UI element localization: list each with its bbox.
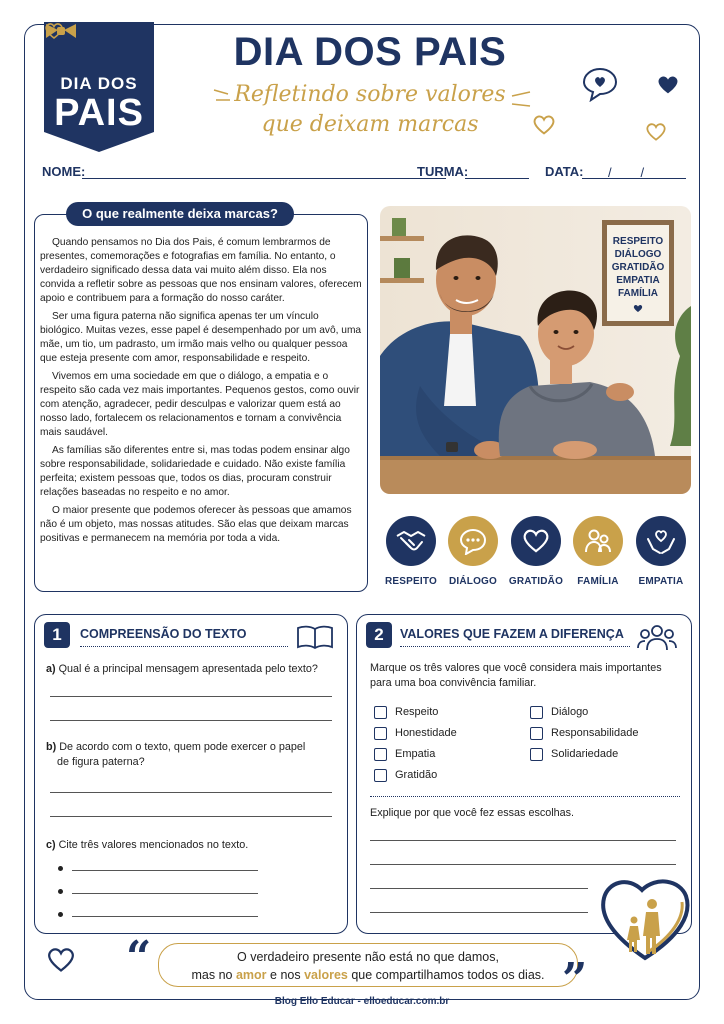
title-underline [400,646,630,647]
value-familia [567,516,629,587]
answer-line[interactable] [50,720,332,721]
section-title: COMPREENSÃO DO TEXTO [80,627,247,641]
sparkle-lines-icon [212,86,240,108]
checkbox-gratidao[interactable]: Gratidão [374,768,437,784]
hands-heart-icon [645,527,677,555]
checkbox[interactable] [374,727,387,740]
section-number: 1 [44,622,70,648]
section-number: 2 [366,622,392,648]
checkbox[interactable] [374,706,387,719]
answer-line[interactable] [72,870,258,871]
badge-line1: DIA DOS [60,74,138,93]
open-book-icon [296,624,334,650]
heart-filled-icon [656,74,680,96]
value-label: EMPATIA [638,576,684,587]
checkbox[interactable] [530,727,543,740]
checkbox-responsabilidade[interactable]: Responsabilidade [530,726,638,742]
date-separators: / / [608,165,645,180]
page-title: DIA DOS PAIS [233,30,507,74]
answer-line[interactable] [72,893,258,894]
bullet [58,866,63,871]
checkbox-solidariedade[interactable]: Solidariedade [530,747,618,763]
student-info-fields [42,164,692,184]
value-label: DIÁLOGO [448,576,498,587]
checkbox[interactable] [374,748,387,761]
speech-heart-icon [581,66,619,102]
quote-line2: mas no amor e nos valores que compartilhamos todos os dias. [191,968,545,982]
footer-credit: Blog Ello Educar - elloeducar.com.br [274,996,450,1007]
value-label: RESPEITO [385,576,437,587]
badge-line2: PAIS [54,92,144,134]
paragraph: Vivemos em uma sociedade em que o diálogo, a empatia e o respeito são cada vez mais importantes. Pequenos gestos, como ouvir com atenção, agradecer, pedir desculpas e valorizar quem está ao nosso lado, fortalecem os relacionamentos e tornam a convivência mais saudável. [40,371,360,438]
page-subtitle: Refletindo sobre valores que deixam marcas [234,82,506,137]
answer-line[interactable] [50,696,332,697]
question-b: b) De acordo com o texto, quem pode exercer o papel de figura paterna? [46,741,306,768]
bullet [58,912,63,917]
answer-line[interactable] [370,840,676,841]
checkbox[interactable] [530,748,543,761]
checkbox-empatia[interactable]: Empatia [374,747,435,763]
value-dialogo [442,516,504,587]
value-empatia [630,516,692,587]
answer-line[interactable] [370,888,588,889]
frame-word: DIÁLOGO [614,249,662,260]
frame-word: EMPATIA [616,275,660,286]
answer-line[interactable] [72,916,258,917]
checkbox-honestidade[interactable]: Honestidade [374,726,457,742]
value-respeito [380,516,442,587]
answer-line[interactable] [370,864,676,865]
family-icon [583,527,613,555]
checkbox[interactable] [374,769,387,782]
heart-silhouette-illustration [596,872,694,964]
checkbox-respeito[interactable]: Respeito [374,705,438,721]
value-label: FAMÍLIA [577,576,619,587]
bullet [58,889,63,894]
heart-outline-icon [645,122,667,142]
answer-line[interactable] [50,792,332,793]
father-son-illustration [380,206,691,494]
question-a: a) Qual é a principal mensagem apresentada pelo texto? [46,663,318,675]
checkbox[interactable] [530,706,543,719]
name-field[interactable] [82,178,446,179]
open-quote-icon: “ [126,932,152,983]
title-badge [44,22,154,152]
paragraph: O maior presente que podemos oferecer às pessoas que amamos não é um objeto, mas nossas atitudes. São elas que deixam marcas positivas e permanecem na memória por toda a vida. [40,505,352,544]
checkbox-dialogo[interactable]: Diálogo [530,705,588,721]
paragraph: Ser uma figura paterna não significa apenas ter um vínculo biológico. Muitas vezes, esse papel é desempenhado por um avô, uma mãe, um tio, um padrasto, um irmão mais velho ou qualquer pessoa que esteja presente com amor, responsabilidade e respeito. [40,311,362,364]
paragraph: Quando pensamos no Dia dos Pais, é comum lembrarmos de presentes, comemorações e fotografias em família. No entanto, o verdadeiro significado dessa data vai muito além disso. Ela nos convida a refletir sobre as pessoas que nos ensinam valores, oferecem apoio e contribuem para a formação do nosso caráter. [40,237,362,304]
class-label: TURMA: [417,164,469,179]
heart-outline-icon [532,114,556,136]
frame-word: RESPEITO [612,236,664,247]
date-label: DATA: [545,164,584,179]
answer-line[interactable] [370,912,588,913]
frame-word: GRATIDÃO [611,262,665,273]
question-c: c) Cite três valores mencionados no texto. [46,839,249,851]
heart-icon [521,528,551,554]
values-row [380,516,692,596]
group-people-icon [636,622,678,652]
explain-prompt: Explique por que você fez essas escolhas. [370,807,575,819]
reading-text [40,236,362,550]
answer-line[interactable] [50,816,332,817]
quote-line1: O verdadeiro presente não está no que damos, [237,950,499,964]
class-field[interactable] [465,178,529,179]
name-label: NOME: [42,164,86,179]
close-quote-icon: ” [562,954,588,1005]
title-underline [80,646,288,647]
heart-outline-icon [46,946,76,974]
heart-outline-icon [44,22,64,40]
frame-word: FAMÍLIA [618,288,658,299]
value-gratidao [505,516,567,587]
speech-bubble-icon [458,527,488,555]
sparkle-lines-icon [508,90,534,112]
handshake-icon [395,528,427,554]
paragraph: As famílias são diferentes entre si, mas todas podem ensinar algo sobre responsabilidade, solidariedade e cuidado. Não existe família perfeita; existem pessoas que, todos os dias, procuram construir relações baseadas no respeito e no amor. [40,445,350,498]
divider [370,796,680,797]
instruction: Marque os três valores que você considera mais importantes para uma boa convivência familiar. [370,662,662,689]
reading-title: O que realmente deixa marcas? [66,202,294,226]
value-label: GRATIDÃO [508,576,564,587]
section-title: VALORES QUE FAZEM A DIFERENÇA [400,627,624,641]
